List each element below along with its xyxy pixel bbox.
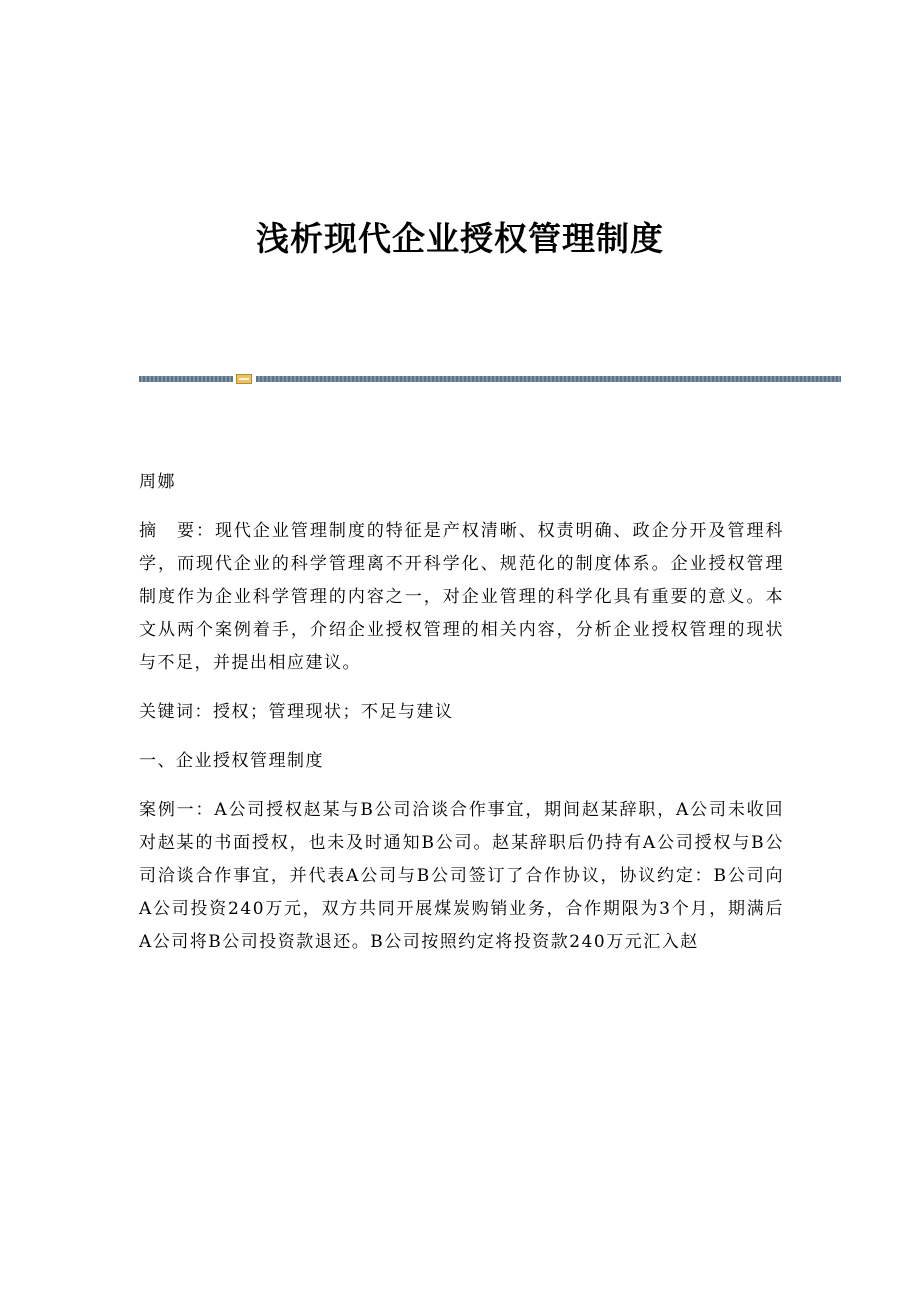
divider-bar-left xyxy=(139,376,233,382)
case-paragraph: 案例一：A公司授权赵某与B公司洽谈合作事宜，期间赵某辞职，A公司未收回对赵某的书面授权，也未及时通知B公司。赵某辞职后仍持有A公司授权与B公司洽谈合作事宜，并代表A公司与B公司签订了合作协议，协议约定：B公司向A公司投资240万元，双方共同开展煤炭购销业务，合作期限为3个月，期满后A公司将B公司投资款退还。B公司按照约定将投资款240万元汇入赵 xyxy=(139,800,784,952)
keywords-line: 关键词：授权；管理现状；不足与建议 xyxy=(139,702,454,722)
document-body xyxy=(139,466,784,975)
abstract-paragraph: 摘 要：现代企业管理制度的特征是产权清晰、权责明确、政企分开及管理科学，而现代企业的科学管理离不开科学化、规范化的制度体系。企业授权管理制度作为企业科学管理的内容之一，对企业管理的科学化具有重要的意义。本文从两个案例着手，介绍企业授权管理的相关内容，分析企业授权管理的现状与不足，并提出相应建议。 xyxy=(139,521,784,673)
title-divider xyxy=(139,374,841,384)
author-name: 周娜 xyxy=(139,472,176,492)
divider-ornament-icon xyxy=(236,374,252,384)
section-heading: 一、企业授权管理制度 xyxy=(139,751,324,771)
document-title: 浅析现代企业授权管理制度 xyxy=(256,219,664,258)
divider-bar-right xyxy=(256,376,841,382)
